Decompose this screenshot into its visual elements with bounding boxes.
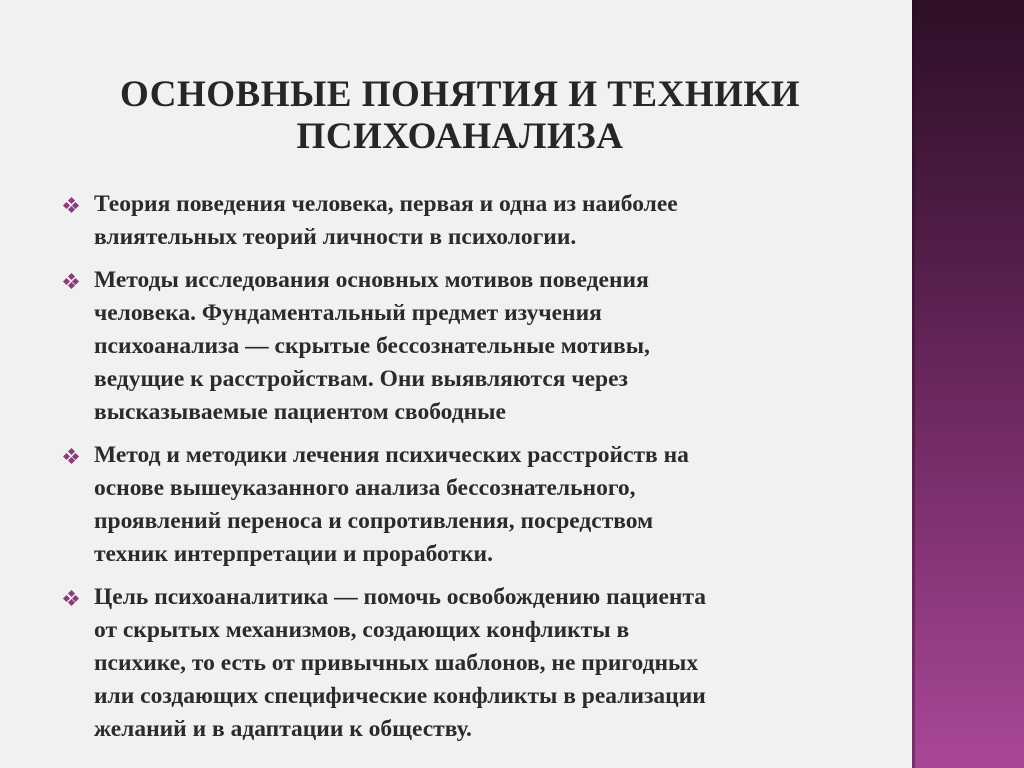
bullet-item-2 xyxy=(62,264,862,429)
decorative-sidebar xyxy=(912,0,1024,768)
slide-title xyxy=(60,74,860,158)
bullet-line: желаний и в адаптации к обществу. xyxy=(94,716,472,742)
bullet-line: человека. Фундаментальный предмет изучения xyxy=(94,300,602,326)
bullet-item-3 xyxy=(62,439,862,571)
bullet-line: от скрытых механизмов, создающих конфликты в xyxy=(94,617,630,643)
bullet-line: психоанализа — скрытые бессознательные мотивы, xyxy=(94,333,650,359)
bullet-line: психике, то есть от привычных шаблонов, не пригодных xyxy=(94,650,699,676)
diamond-bullet-icon xyxy=(64,198,78,212)
bullet-line: ведущие к расстройствам. Они выявляются через xyxy=(94,366,628,392)
bullet-list xyxy=(62,188,862,756)
bullet-line: техник интерпретации и проработки. xyxy=(94,541,493,567)
bullet-line: Теория поведения человека, первая и одна из наиболее xyxy=(94,191,678,217)
diamond-bullet-icon xyxy=(64,274,78,288)
bullet-line: Метод и методики лечения психических расстройств на xyxy=(94,442,689,468)
bullet-line: проявлений переноса и сопротивления, посредством xyxy=(94,508,654,534)
bullet-line: Методы исследования основных мотивов поведения xyxy=(94,267,649,293)
diamond-bullet-icon xyxy=(64,591,78,605)
title-line-2: ПСИХОАНАЛИЗА xyxy=(296,116,624,157)
bullet-line: или создающих специфические конфликты в реализации xyxy=(94,683,706,709)
sidebar-edge xyxy=(912,0,915,768)
bullet-line: влиятельных теорий личности в психологии. xyxy=(94,224,577,250)
diamond-bullet-icon xyxy=(64,449,78,463)
bullet-line: основе вышеуказанного анализа бессознательного, xyxy=(94,475,636,501)
title-line-1: ОСНОВНЫЕ ПОНЯТИЯ И ТЕХНИКИ xyxy=(120,74,800,115)
bullet-item-1 xyxy=(62,188,862,254)
bullet-line: Цель психоаналитика — помочь освобождению пациента xyxy=(94,584,707,610)
bullet-line: высказываемые пациентом свободные xyxy=(94,399,506,425)
bullet-item-4 xyxy=(62,581,862,746)
